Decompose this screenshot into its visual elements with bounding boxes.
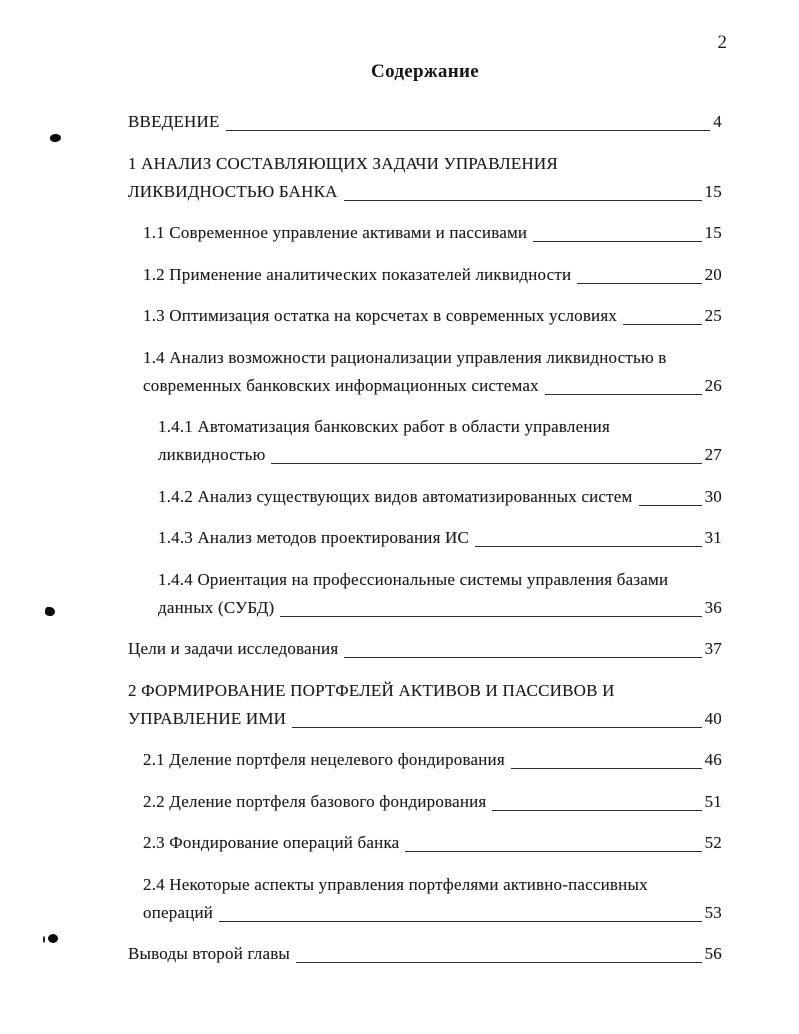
toc-entry-text: 2.4 Некоторые аспекты управления портфелями активно-пассивных xyxy=(143,874,648,894)
toc-entry-line xyxy=(128,940,722,968)
toc-entry-line xyxy=(128,108,722,136)
toc-entry xyxy=(128,150,722,206)
toc-entry-text: 1.4.2 Анализ существующих видов автоматизированных систем xyxy=(158,486,633,506)
toc-entry xyxy=(128,940,722,968)
toc-list xyxy=(128,108,722,968)
toc-page-number: 53 xyxy=(704,902,722,922)
toc-entry-text: 1.4.4 Ориентация на профессиональные системы управления базами xyxy=(158,569,669,589)
scan-artifact-mark xyxy=(43,936,45,943)
toc-page-number: 51 xyxy=(704,791,722,811)
toc-entry xyxy=(158,483,722,511)
toc-entry-line xyxy=(158,566,722,594)
toc-entry xyxy=(128,635,722,663)
toc-entry-text: 2.1 Деление портфеля нецелевого фондирования xyxy=(143,750,505,769)
toc-entry xyxy=(158,524,722,552)
leader-line xyxy=(344,200,702,201)
toc-entry-line xyxy=(128,635,722,663)
toc-entry-line xyxy=(158,594,722,622)
toc-entry xyxy=(128,677,722,733)
page-number: 2 xyxy=(717,32,727,53)
toc-entry-text: 2.2 Деление портфеля базового фондирования xyxy=(143,791,487,811)
toc-entry-text: Выводы второй главы xyxy=(128,944,291,963)
toc-page-number: 26 xyxy=(704,375,722,395)
leader-line xyxy=(296,962,702,963)
toc-entry xyxy=(158,413,722,469)
toc-entry-text: 1.4.3 Анализ методов проектирования ИС xyxy=(158,528,470,547)
toc-page-number: 27 xyxy=(704,445,722,464)
toc-entry-line xyxy=(143,829,722,857)
toc-page-number: 37 xyxy=(704,639,722,658)
toc-entry xyxy=(143,829,722,857)
toc-entry-line xyxy=(158,483,722,511)
toc-entry-text: данных (СУБД) xyxy=(158,597,275,617)
leader-line xyxy=(492,810,701,811)
toc-entry-line xyxy=(128,705,722,733)
scan-artifact-mark xyxy=(45,607,56,617)
toc-entry-line xyxy=(128,150,722,178)
toc-entry-text: операций xyxy=(143,902,214,922)
toc-page-number: 56 xyxy=(704,944,722,963)
toc-entry-line xyxy=(143,746,722,774)
toc-entry-line xyxy=(143,899,722,927)
toc-page-number: 4 xyxy=(713,112,722,131)
leader-line xyxy=(271,463,701,464)
toc-entry-line xyxy=(128,677,722,705)
toc-entry-text: 1.4 Анализ возможности рационализации управления ликвидностью в xyxy=(143,347,667,367)
toc-entry-text: 1 АНАЛИЗ СОСТАВЛЯЮЩИХ ЗАДАЧИ УПРАВЛЕНИЯ xyxy=(128,153,558,173)
leader-line xyxy=(545,394,702,395)
scan-artifact-mark xyxy=(49,133,61,142)
toc-page-number: 36 xyxy=(704,597,722,617)
toc-entry-text: Цели и задачи исследования xyxy=(128,639,339,658)
toc-entry-line xyxy=(143,788,722,816)
toc-entry-line xyxy=(158,524,722,552)
toc-entry-text: современных банковских информационных системах xyxy=(143,375,539,395)
toc-page-number: 46 xyxy=(704,750,722,769)
toc-entry xyxy=(143,788,722,816)
toc-entry xyxy=(143,746,722,774)
toc-entry-line xyxy=(143,344,722,372)
toc-entry-line xyxy=(143,372,722,400)
toc-entry-text: 1.3 Оптимизация остатка на корсчетах в современных условиях xyxy=(143,306,618,325)
toc-entry-text: УПРАВЛЕНИЕ ИМИ xyxy=(128,708,287,728)
toc-entry xyxy=(143,302,722,330)
leader-line xyxy=(475,546,702,547)
leader-line xyxy=(280,616,701,617)
toc-entry-line xyxy=(143,261,722,289)
toc-entry xyxy=(128,108,722,136)
toc-entry-line xyxy=(143,219,722,247)
toc-entry xyxy=(143,344,722,400)
toc-entry-line xyxy=(143,302,722,330)
toc-entry-text: ЛИКВИДНОСТЬЮ БАНКА xyxy=(128,181,338,201)
toc-entry xyxy=(143,261,722,289)
toc-entry-line xyxy=(158,441,722,469)
leader-line xyxy=(344,657,701,658)
toc-page-number: 30 xyxy=(704,486,722,506)
toc-entry-line xyxy=(128,178,722,206)
toc-entry-text: 2.3 Фондирование операций банка xyxy=(143,833,400,852)
toc-page-number: 52 xyxy=(704,833,722,852)
toc-entry xyxy=(143,871,722,927)
toc-entry-text: 2 ФОРМИРОВАНИЕ ПОРТФЕЛЕЙ АКТИВОВ И ПАССИВОВ И xyxy=(128,680,615,700)
toc-entry xyxy=(158,566,722,622)
toc-page-number: 20 xyxy=(704,264,722,284)
leader-line xyxy=(639,505,702,506)
toc-page-number: 15 xyxy=(704,181,722,201)
toc-entry xyxy=(143,219,722,247)
leader-line xyxy=(226,130,711,131)
toc-page-number: 31 xyxy=(704,528,722,547)
toc-content xyxy=(128,58,722,982)
toc-page-number: 25 xyxy=(704,306,722,325)
page-title: Содержание xyxy=(371,61,479,82)
leader-line xyxy=(292,727,701,728)
scan-artifact-mark xyxy=(48,934,58,943)
toc-page-number: 40 xyxy=(704,708,722,728)
toc-entry-line xyxy=(158,413,722,441)
leader-line xyxy=(405,851,701,852)
toc-entry-text: ликвидностью xyxy=(158,445,266,464)
toc-entry-text: 1.4.1 Автоматизация банковских работ в области управления xyxy=(158,417,610,436)
toc-entry-text: 1.1 Современное управление активами и пассивами xyxy=(143,223,528,242)
leader-line xyxy=(623,324,702,325)
leader-line xyxy=(533,241,701,242)
toc-entry-text: 1.2 Применение аналитических показателей ликвидности xyxy=(143,264,572,284)
toc-entry-line xyxy=(143,871,722,899)
toc-page-number: 15 xyxy=(704,223,722,242)
leader-line xyxy=(511,768,702,769)
leader-line xyxy=(219,921,702,922)
toc-entry-text: ВВЕДЕНИЕ xyxy=(128,112,220,131)
leader-line xyxy=(577,283,701,284)
